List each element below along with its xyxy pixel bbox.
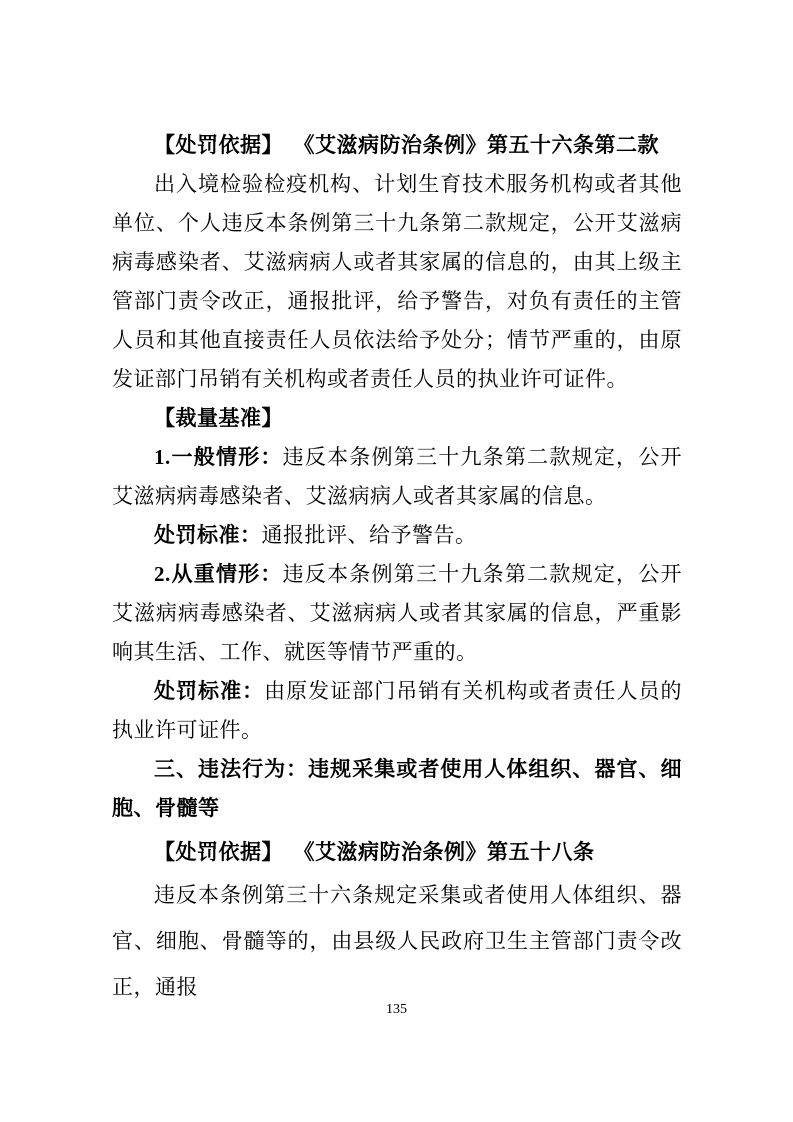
- page-number: 135: [386, 1002, 407, 1017]
- regulation-title-article-56: 《艾滋病防治条例》第五十六条第二款: [304, 133, 659, 157]
- general-case-item: [112, 438, 682, 516]
- penalty-basis-label-2: 【处罚依据】: [154, 840, 283, 864]
- penalty-basis-paragraph: 出入境检验检疫机构、计划生育技术服务机构或者其他单位、个人违反本条例第三十九条第二款规定，公开艾滋病病毒感染者、艾滋病病人或者其家属的信息的，由其上级主管部门责令改正，通报批评，给予警告，对负有责任的主管人员和其他直接责任人员依法给予处分；情节严重的，由原发证部门吊销有关机构或者责任人员的执业许可证件。: [112, 172, 682, 391]
- general-penalty-item: [112, 516, 682, 555]
- severe-penalty-item: [112, 672, 682, 750]
- general-case-text: 违反本条例第三十九条第二款规定，公开艾滋病病毒感染者、艾滋病病人或者其家属的信息。: [112, 445, 683, 508]
- severe-penalty-text: 由原发证部门吊销有关机构或者责任人员的执业许可证件。: [112, 679, 682, 742]
- discretion-benchmark-heading: 【裁量基准】: [154, 406, 283, 430]
- general-penalty-text: 通报批评、给予警告。: [261, 523, 477, 547]
- severe-case-label: 2.从重情形：: [154, 562, 283, 586]
- section-3-illegal-act-heading: 三、违法行为：违规采集或者使用人体组织、器官、细胞、骨髓等: [112, 757, 682, 820]
- severe-case-text: 违反本条例第三十九条第二款规定，公开艾滋病病毒感染者、艾滋病病人或者其家属的信息，严重影响其生活、工作、就医等情节严重的。: [112, 562, 683, 664]
- regulation-title-article-58: 《艾滋病防治条例》第五十八条: [304, 840, 595, 864]
- general-penalty-label: 处罚标准：: [154, 523, 262, 547]
- penalty-basis-label: 【处罚依据】: [154, 133, 283, 157]
- severe-penalty-label: 处罚标准：: [154, 679, 265, 703]
- severe-case-item: [112, 555, 682, 672]
- penalty-basis-heading-article-56: [112, 126, 682, 165]
- penalty-basis-heading-article-58: [112, 833, 682, 872]
- article-58-paragraph: 违反本条例第三十六条规定采集或者使用人体组织、器官、细胞、骨髓等的，由县级人民政府卫生主管部门责令改正，通报: [112, 883, 682, 999]
- general-case-label: 1.一般情形：: [154, 445, 283, 469]
- document-content: [112, 126, 682, 1010]
